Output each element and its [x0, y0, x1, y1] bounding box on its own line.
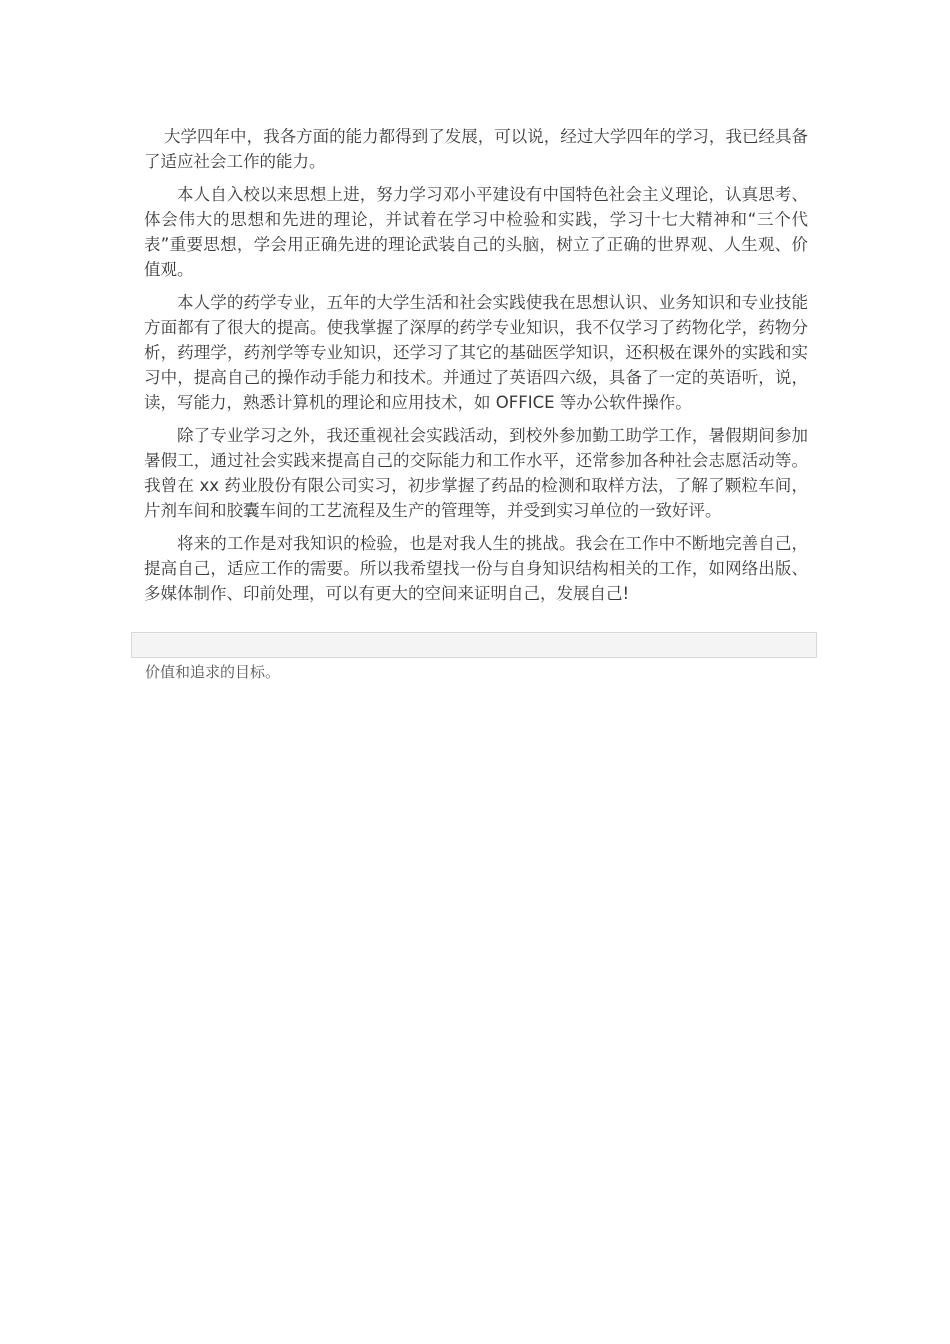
paragraph: 本人自入校以来思想上进，努力学习邓小平建设有中国特色社会主义理论，认真思考、体会伟大的思想和先进的理论，并试着在学习中检验和实践，学习十七大精神和“三个代表”重要思想，学会用正确先进的理论武装自己的头脑，树立了正确的世界观、人生观、价值观。	[144, 185, 808, 279]
paragraph: 除了专业学习之外，我还重视社会实践活动，到校外参加勤工助学工作，暑假期间参加暑假工，通过社会实践来提高自己的交际能力和工作水平，还常参加各种社会志愿活动等。我曾在 xx 药业股份有限公司实习，初步掌握了药品的检测和取样方法，了解了颗粒车间，片剂车间和胶囊车间的工艺流程及生产的管理等，并受到实习单位的一致好评。	[144, 426, 808, 520]
document-body	[144, 124, 808, 614]
trailing-text: 价值和追求的目标。	[145, 663, 281, 681]
paragraph: 大学四年中，我各方面的能力都得到了发展，可以说，经过大学四年的学习，我已经具备了适应社会工作的能力。	[144, 127, 808, 171]
paragraph: 本人学的药学专业，五年的大学生活和社会实践使我在思想认识、业务知识和专业技能方面都有了很大的提高。使我掌握了深厚的药学专业知识，我不仅学习了药物化学，药物分析，药理学，药剂学等专业知识，还学习了其它的基础医学知识，还积极在课外的实践和实习中，提高自己的操作动手能力和技术。并通过了英语四六级，具备了一定的英语听，说，读，写能力，熟悉计算机的理论和应用技术，如 OFFICE 等办公软件操作。	[144, 293, 808, 412]
gray-divider-bar	[131, 632, 817, 658]
paragraph: 将来的工作是对我知识的检验，也是对我人生的挑战。我会在工作中不断地完善自己，提高自己，适应工作的需要。所以我希望找一份与自身知识结构相关的工作，如网络出版、多媒体制作、印前处理，可以有更大的空间来证明自己，发展自己!	[144, 534, 808, 603]
